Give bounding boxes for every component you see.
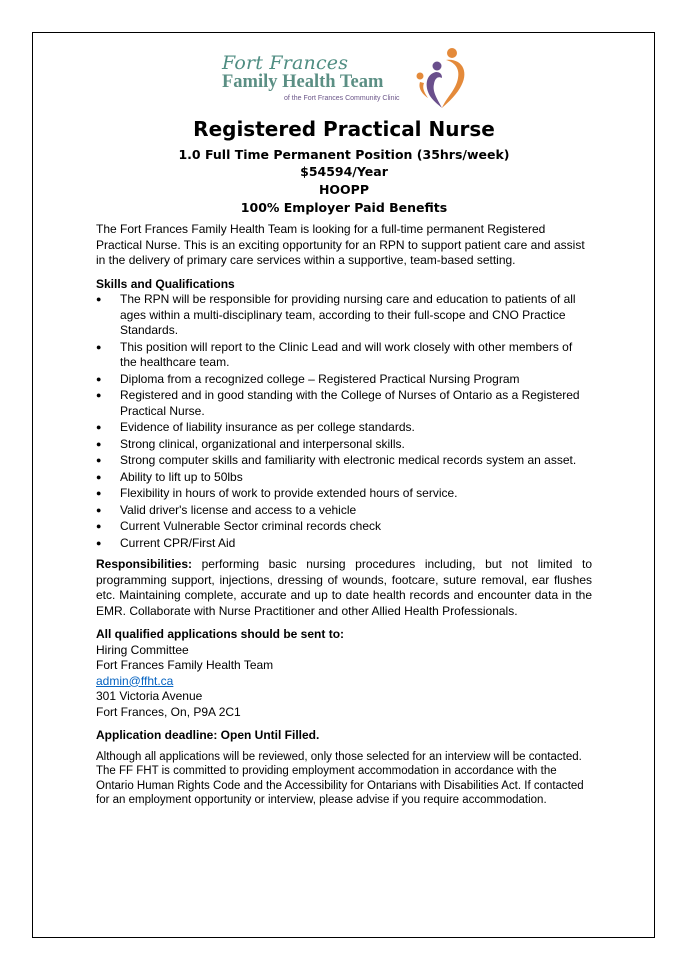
skill-item (96, 503, 592, 519)
benefits-line: 100% Employer Paid Benefits (240, 200, 448, 215)
skill-text: Registered and in good standing with the College of Nurses of Ontario as a Registered Practical Nurse. (120, 388, 580, 418)
bullet-icon: ● (96, 537, 102, 548)
closing-paragraph: Although all applications will be reviewed, only those selected for an interview will be contacted. The FF FHT is committed to providing employment accommodation in accordance with the Ontario Human Rights Code and the Accessibility for Ontarians with Disabilities Act. If contacted for an employment opportunity or interview, please advise if you require accommodation. (96, 750, 584, 806)
skill-item (96, 420, 592, 436)
application-heading: All qualified applications should be sent to: (96, 627, 345, 641)
skill-text: Current CPR/First Aid (120, 535, 236, 550)
logo (222, 46, 472, 110)
bullet-icon: ● (96, 455, 102, 465)
bullet-icon: ● (96, 521, 102, 531)
bullet-icon: ● (96, 294, 102, 304)
pension-line: HOOPP (318, 182, 370, 197)
application-deadline: Application deadline: Open Until Filled. (96, 728, 320, 742)
bullet-icon: ● (96, 504, 102, 515)
bullet-icon: ● (96, 390, 102, 400)
family-figures-icon (416, 46, 472, 110)
responsibilities-label: Responsibilities: (96, 557, 193, 571)
bullet-icon: ● (96, 341, 102, 352)
skill-item (96, 372, 592, 388)
skill-text: Diploma from a recognized college – Registered Practical Nursing Program (120, 371, 520, 386)
skill-text: This position will report to the Clinic Lead and will work closely with other members of the healthcare team. (120, 339, 573, 369)
skill-item (96, 340, 592, 371)
skill-text: Ability to lift up to 50lbs (120, 469, 243, 484)
bullet-icon: ● (96, 422, 102, 432)
recipient: Hiring Committee (96, 642, 189, 657)
salary-line: $54594/Year (300, 164, 388, 179)
skill-text: Flexibility in hours of work to provide extended hours of service. (120, 486, 458, 500)
logo-line3: of the Fort Frances Community Clinic (284, 95, 400, 102)
responsibilities-paragraph (96, 557, 592, 619)
logo-line2: Family Health Team (222, 72, 384, 92)
skill-text: The RPN will be responsible for providing nursing care and education to patients of all ages within a multi-disciplinary team, according to their full-scope and CNO Practice Standards. (120, 292, 576, 337)
logo-line1: Fort Frances (222, 52, 349, 74)
bullet-icon: ● (96, 488, 102, 498)
skill-item (96, 292, 592, 339)
city-address: Fort Frances, On, P9A 2C1 (96, 704, 241, 719)
skill-item (96, 388, 592, 419)
bullet-icon: ● (96, 438, 102, 449)
posting-body (96, 222, 592, 808)
skill-item (96, 486, 592, 502)
skill-text: Valid driver's license and access to a vehicle (120, 502, 357, 517)
bullet-icon: ● (96, 373, 102, 384)
bullet-icon: ● (96, 471, 102, 482)
skill-text: Evidence of liability insurance as per college standards. (120, 420, 415, 434)
intro-paragraph: The Fort Frances Family Health Team is looking for a full-time permanent Registered Practical Nurse. This is an exciting opportunity for an RPN to support patient care and assist in the delivery of primary care services within a supportive, team-based setting. (96, 222, 585, 267)
organization: Fort Frances Family Health Team (96, 658, 274, 672)
skills-list (96, 292, 592, 551)
responsibilities-text: performing basic nursing procedures including, but not limited to programming support, injections, dressing of wounds, footcare, suture removal, ear flushes etc. Maintaining complete, accurate and up to date health records and encounter data in the EMR. Collaborate with Nurse Practitioner and other Allied Health Professionals. (96, 557, 592, 618)
skill-item (96, 453, 592, 469)
position-line: 1.0 Full Time Permanent Position (35hrs/week) (178, 147, 510, 162)
skill-text: Current Vulnerable Sector criminal records check (120, 519, 381, 533)
street-address: 301 Victoria Avenue (96, 689, 203, 703)
skill-text: Strong clinical, organizational and interpersonal skills. (120, 436, 405, 451)
email-link[interactable]: admin@ffht.ca (96, 673, 174, 688)
skills-heading: Skills and Qualifications (96, 276, 235, 291)
skill-item (96, 536, 592, 552)
job-title: Registered Practical Nurse (193, 117, 495, 141)
skill-item (96, 470, 592, 486)
skill-item (96, 519, 592, 535)
skill-text: Strong computer skills and familiarity with electronic medical records system an asset. (120, 453, 577, 467)
skill-item (96, 437, 592, 453)
